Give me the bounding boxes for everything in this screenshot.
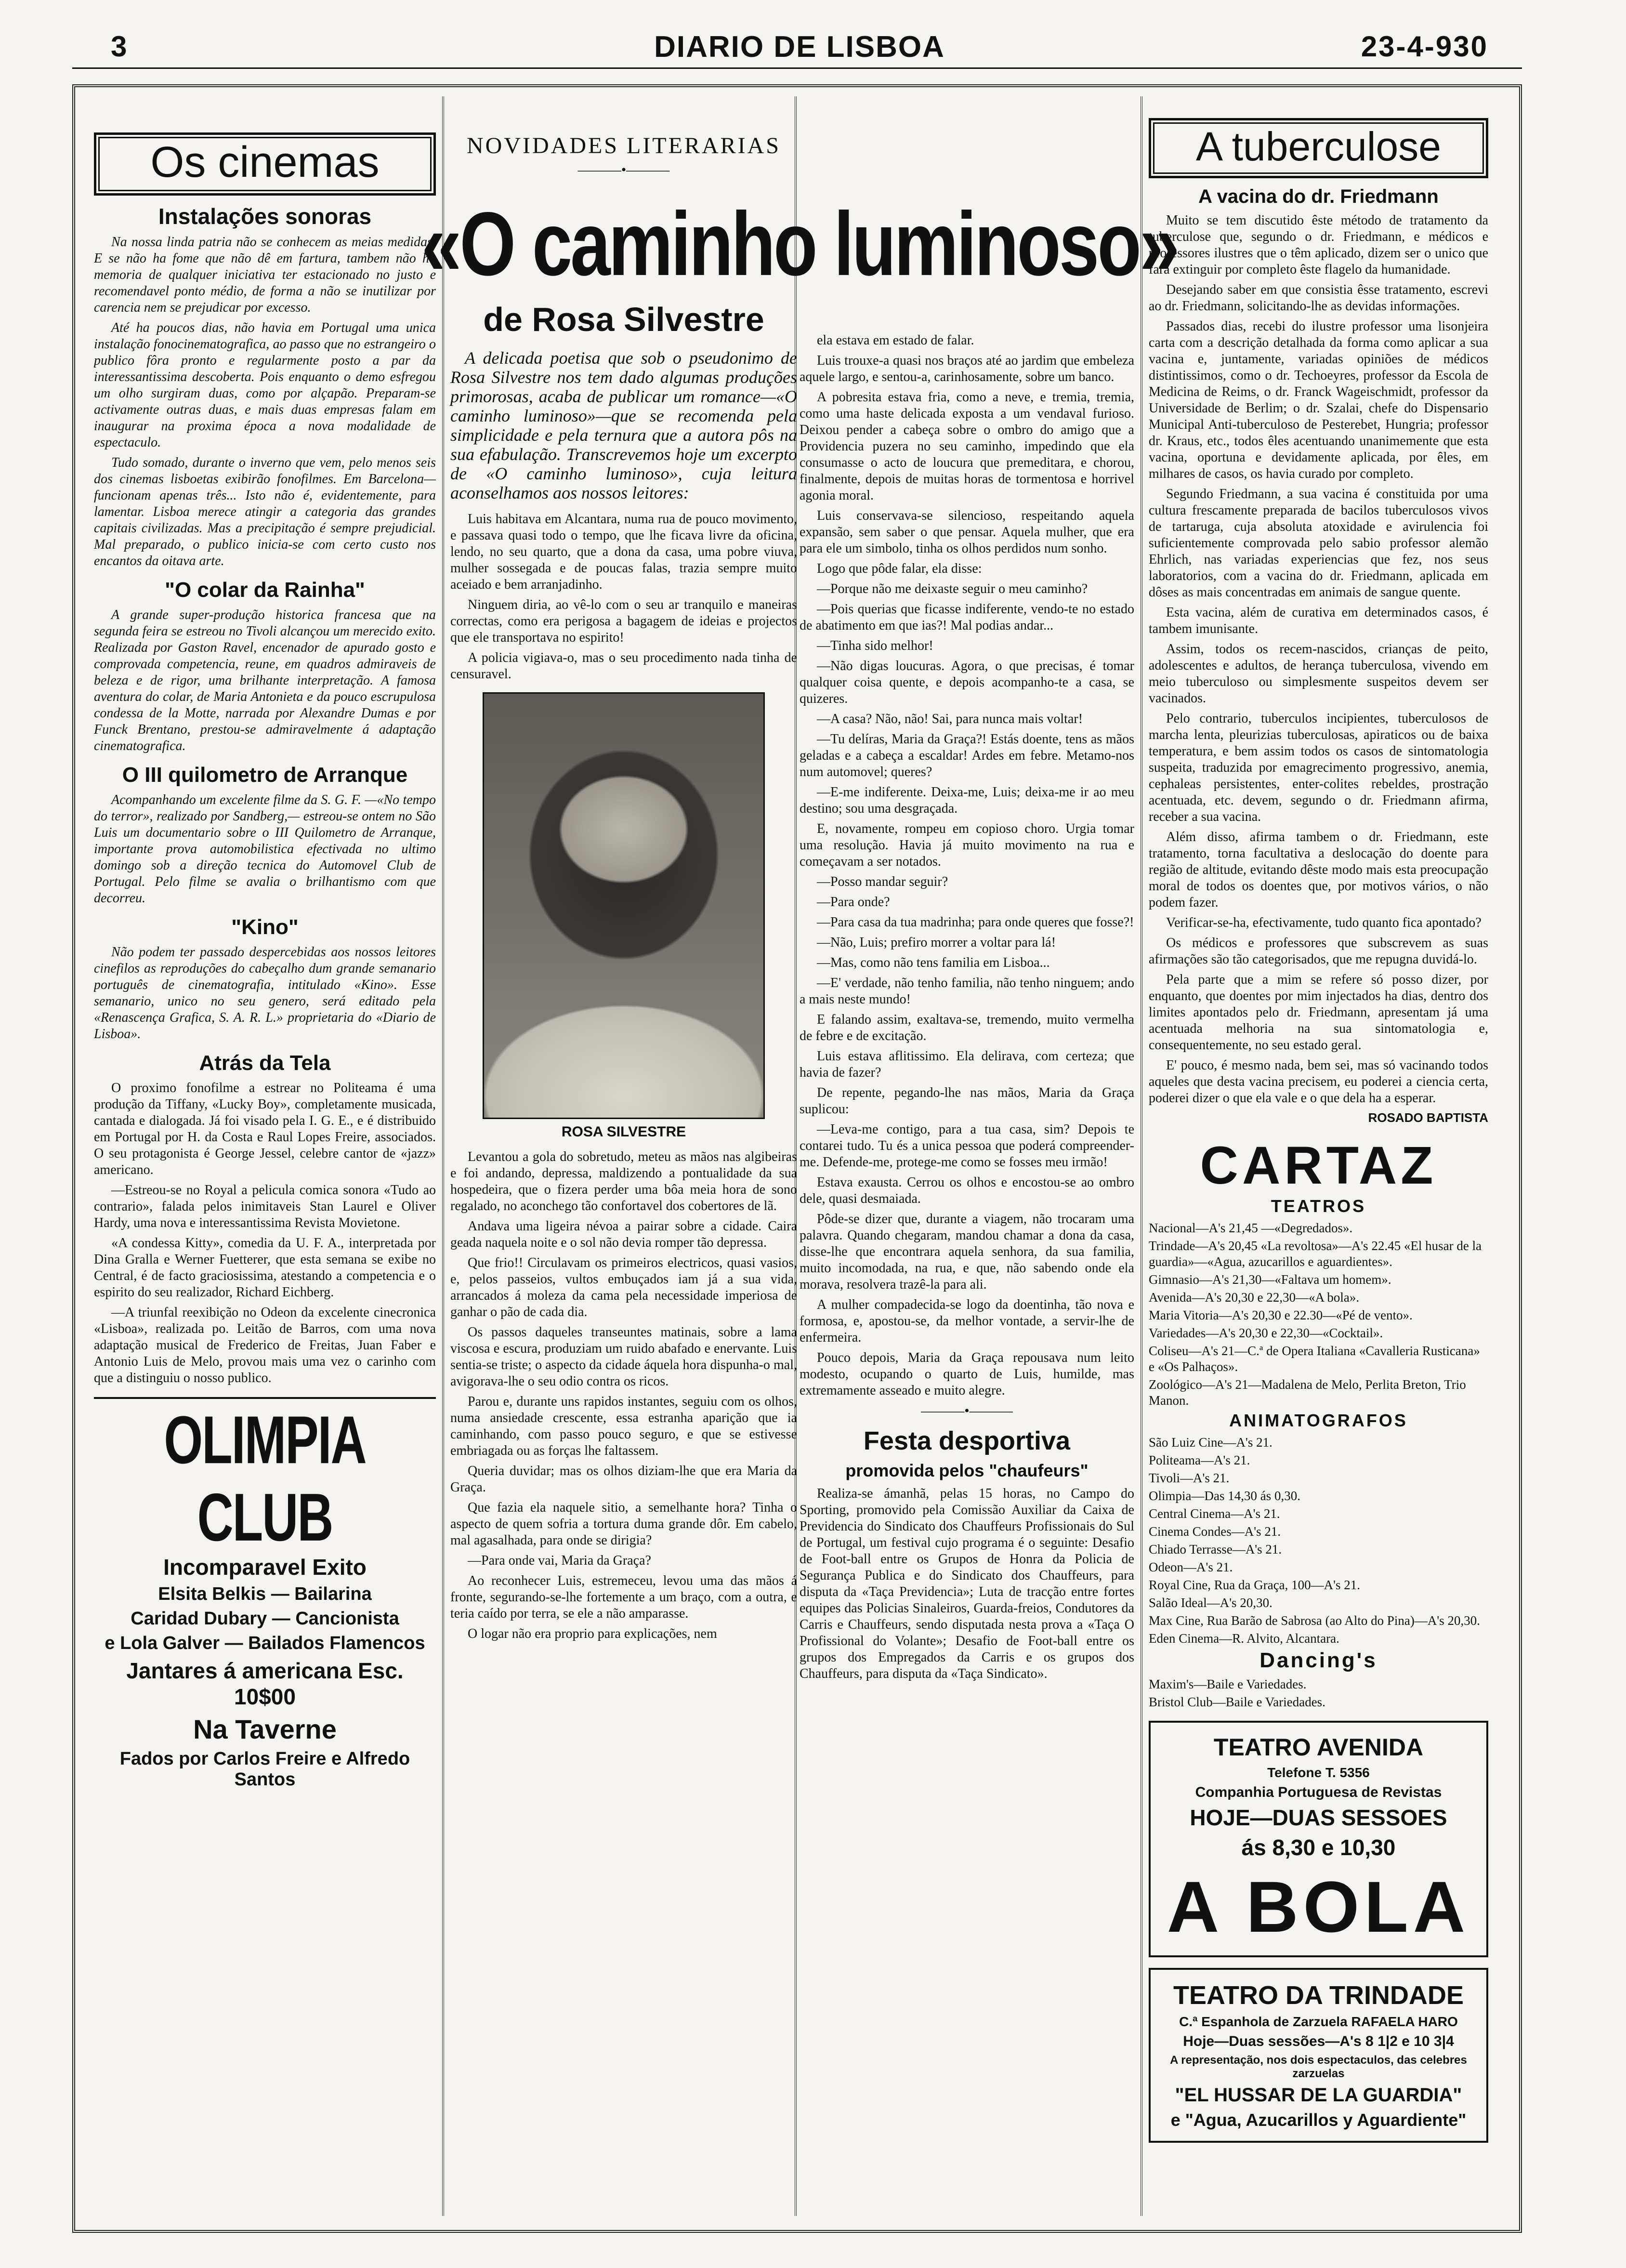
listing-item: Royal Cine, Rua da Graça, 100—A's 21. [1149, 1578, 1361, 1592]
paragraph: Na nossa linda patria não se conhecem as meias medidas. E se não ha fome que não dê em fartura, tambem não ha memoria de qualquer iniciativa ter estacionado no justo e recomendavel ponto médio, de forma a não se inutilizar por carencia nem se prejudicar por excesso. [94, 235, 436, 315]
column-cinemas [94, 104, 436, 1811]
advertisement-teatro-trindade [1149, 1968, 1488, 2143]
listing-item: Coliseu—A's 21—C.ª de Opera Italiana «Cavalleria Rusticana» e «Os Palhaços». [1149, 1344, 1480, 1374]
paragraph: —E-me indiferente. Deixa-me, Luis; deixa-me ir ao meu destino; sou uma desgraçada. [800, 785, 1134, 816]
paragraph: Levantou a gola do sobretudo, meteu as mãos nas algibeiras e foi andando, depressa, maldizendo a pontualidade da sua hospedeira, que o fizera perder uma bôa meia hora de sono regalado, no aconchego tão confortavel dos cobertores de lã. [450, 1149, 797, 1213]
column-rule [1141, 96, 1142, 2216]
ornament: ———•——— [921, 1403, 1013, 1419]
paragraph: —A casa? Não, não! Sai, para nunca mais voltar! [817, 712, 1083, 726]
ad-line: Caridad Dubary — Cancionista [131, 1609, 399, 1629]
paragraph: Além disso, afirma tambem o dr. Friedmann, este tratamento, torna facultativa a deslocação do doente para região de altitude, evitando dêste modo mais esta preocupação moral de todos os doentes que, por motivos vários, o não podem fazer. [1149, 830, 1488, 910]
paragraph: Queria duvidar; mas os olhos diziam-lhe que era Maria da Graça. [450, 1464, 797, 1495]
listing-item: Avenida—A's 20,30 e 22,30—«A bola». [1149, 1290, 1360, 1305]
paragraph: —Para casa da tua madrinha; para onde queres que fosse?! [817, 915, 1134, 930]
paragraph: E' pouco, é mesmo nada, bem sei, mas só vacinando todos aqueles que desta vacina precisem, eu poderei a ciencia certa, poderei dizer o que ela vale e o que dela ha a esperar. [1149, 1058, 1488, 1106]
ad-line: Hoje—Duas sessões—A's 8 1|2 e 10 3|4 [1183, 2033, 1454, 2049]
paragraph: E falando assim, exaltava-se, tremendo, muito vermelha de febre e de excitação. [800, 1012, 1134, 1043]
author-signature: ROSADO BAPTISTA [1368, 1110, 1488, 1125]
ornament: ———•——— [577, 162, 670, 178]
paragraph: «A condessa Kitty», comedia da U. F. A., interpretada por Dina Gralla e Werner Fuetterer, que esta semana se exibe no Central, é de facto graciosissima, atestando a competencia e o espirito do seu realizador, Richard Eichberg. [94, 1236, 436, 1300]
ad-line: Na Taverne [193, 1714, 337, 1744]
photo-caption: ROSA SILVESTRE [561, 1124, 686, 1140]
masthead-rule [72, 67, 1522, 69]
paragraph: Assim, todos os recem-nascidos, crianças de peito, adolescentes e adultos, de herança tuberculosa, vivendo em meio tuberculoso ou simplesmente suspeitos devem ser vacinados. [1149, 642, 1488, 706]
paragraph: Tudo somado, durante o inverno que vem, pelo menos seis dos cinemas lisboetas exibirão fonofilmes. Em Barcelona—funcionam apenas três... Isto não é, evidentemente, para lamentar. Lisboa merece atingir a categoria das grandes capitais civilizadas. Mas a precipitação é sempre prejudicial. Mal preparado, o publico inicia-se com certo custo nos encantos da oitava arte. [94, 455, 436, 568]
paragraph: Andava uma ligeira névoa a pairar sobre a cidade. Caira geada naquela noite e o sol não devia romper tão depressa. [450, 1219, 797, 1250]
paragraph: Luis estava aflitissimo. Ela delirava, com certeza; que havia de fazer? [800, 1049, 1134, 1080]
paragraph: Verificar-se-ha, efectivamente, tudo quanto fica apontado? [1166, 915, 1482, 930]
paragraph: Luis conservava-se silencioso, respeitando aquela expansão, sem saber o que pensar. Aquela mulher, que era para ele um simbolo, tinha os olhos perdidos num sonho. [800, 508, 1134, 556]
ad-line: Incomparavel Exito [163, 1555, 367, 1580]
paragraph: Pela parte que a mim se refere só posso dizer, por enquanto, que doentes por mim injectados ha dias, dentro dos limites apontados pelo dr. Friedmann, apresentam já uma acentuada melhoria na sua sintomatologia e, consequentemente, no seu estado geral. [1149, 972, 1488, 1053]
paragraph: Ao reconhecer Luis, estremeceu, levou uma das mãos á fronte, segurando-se-lhe fortemente a um braço, com a outra, e teria caído por terra, se ele a não amparasse. [450, 1573, 797, 1621]
column-story-continued [800, 332, 1134, 2221]
paragraph: Os médicos e professores que subscrevem as suas afirmações são tão categorisados, que me repugna duvidá-lo. [1149, 936, 1488, 967]
issue-date: 23-4-930 [1361, 30, 1488, 63]
headline: Festa desportiva [863, 1426, 1071, 1455]
listing-item: Max Cine, Rua Barão de Sabrosa (ao Alto do Pina)—A's 20,30. [1149, 1613, 1481, 1628]
headline: O III quilometro de Arranque [122, 763, 408, 787]
ad-line: TEATRO DA TRINDADE [1173, 1981, 1464, 2010]
paragraph: —Não digas loucuras. Agora, o que precisas, é tomar qualquer coisa quente, e depois acompanho-te a casa, se quizeres. [800, 659, 1134, 706]
paragraph: —Para onde? [817, 895, 890, 910]
headline: "O colar da Rainha" [165, 578, 365, 602]
section-kicker: NOVIDADES LITERARIAS [467, 133, 781, 158]
paragraph: Segundo Friedmann, a sua vacina é constituida por uma cultura frescamente preparada de bacilos tuberculosos vivos de tartaruga, cuja absoluta atoxidade e avirulencia foi suficientemente comprovada pelo sabio professor alemão Ehrlich, nas variadas experiencias que fez, nos seus laboratorios, com a vacina do dr. Friedmann, aplicada em dôses as mais concentradas em animais de sangue quente. [1149, 487, 1488, 600]
ad-line: e Lola Galver — Bailados Flamencos [105, 1633, 425, 1653]
listings-subtitle: Dancing's [1259, 1648, 1377, 1672]
ad-line: e "Agua, Azucarillos y Aguardiente" [1170, 2110, 1467, 2130]
page-number: 3 [111, 30, 127, 63]
paragraph: Ninguem diria, ao vê-lo com o seu ar tranquilo e maneiras correctas, como era perigosa a bagagem de ideias e projectos que ele transportava no espirito! [450, 597, 797, 645]
ad-line: Companhia Portuguesa de Revistas [1195, 1784, 1442, 1800]
listings-subtitle: ANIMATOGRAFOS [1229, 1411, 1408, 1430]
paragraph: —Posso mandar seguir? [817, 874, 948, 889]
listing-item: Chiado Terrasse—A's 21. [1149, 1542, 1282, 1556]
paragraph: Que fazia ela naquele sitio, a semelhante hora? Tinha o aspecto de quem sofria a tortura duma grande dôr. Em cabelo, mal agasalhada, para onde se dirigia? [450, 1500, 797, 1548]
paragraph: Logo que pôde falar, ela disse: [817, 561, 982, 576]
paragraph: Os passos daqueles transeuntes matinais, sobre a lama viscosa e escura, produziam um ruido abafado e enervante. Luis sentia-se triste; o aspecto da cidade áquela hora dispunha-o mal, avigorava-lhe o seu odio contra os ricos. [450, 1325, 797, 1389]
listing-item: Trindade—A's 20,45 «La revoltosa»—A's 22.45 «El husar de la guardia»—«Agua, azucarillos e aguardientes». [1149, 1239, 1482, 1269]
paragraph: A policia vigiava-o, mas o seu procedimento nada tinha de censuravel. [450, 650, 797, 682]
paragraph: —Estreou-se no Royal a pelicula comica sonora «Tudo ao contrario», falada pelos inimitaveis Stan Laurel e Oliver Hardy, uma nova e interessantissima Revista Movietone. [94, 1183, 436, 1230]
listing-item: Gimnasio—A's 21,30—«Faltava um homem». [1149, 1272, 1391, 1287]
masthead [111, 30, 1488, 64]
headline: "Kino" [231, 915, 299, 939]
lead-paragraph: A delicada poetisa que sob o pseudonimo de Rosa Silvestre nos tem dado algumas produções primorosas, acaba de publicar um romance—«O caminho luminoso»—que se recomenda pela simplicidade e pela ternura que a autora pôs na sua efabulação. Transcrevemos hoje um excerpto de «O caminho luminoso», cuja leitura aconselhamos aos nossos leitores: [450, 348, 797, 502]
advertisement-teatro-avenida [1149, 1721, 1488, 1957]
ad-line: Elsita Belkis — Bailarina [158, 1584, 372, 1604]
paragraph: —Pois querias que ficasse indiferente, vendo-te no estado de abatimento em que ias?! Mal podias andar... [800, 602, 1134, 633]
paragraph: Desejando saber em que consistia êsse tratamento, escrevi ao dr. Friedmann, solicitando-lhe as devidas informações. [1149, 282, 1488, 314]
ad-line: Fados por Carlos Freire e Alfredo Santos [119, 1749, 410, 1790]
paragraph: Até ha poucos dias, não havia em Portugal uma unica instalação fonocinematografica, ao passo que no estrangeiro o publico fôra pronto e regularmente posto a par da interessantissima descoberta. Pois enquanto o demo esfregou um olho surgiram duas, como por alçapão. Preparam-se activamente outras duas, e mais duas empresas falam em inaugurar na proxima época a nova modalidade de espectaculo. [94, 320, 436, 450]
listing-item: Olimpia—Das 14,30 ás 0,30. [1149, 1489, 1300, 1503]
listing-item: Maria Vitoria—A's 20,30 e 22.30—«Pé de vento». [1149, 1308, 1413, 1322]
author-portrait [483, 692, 765, 1119]
listing-item: Central Cinema—A's 21. [1149, 1506, 1280, 1521]
paragraph: O proximo fonofilme a estrear no Politeama é uma produção da Tiffany, «Lucky Boy», completamente musicada, cantada e dialogada. Já foi visado pela I. G. E., e é distribuido em Portugal por H. da Costa e Raul Lopes Freire, associados. O seu protagonista é George Jessel, celebre cantor de «jazz» americano. [94, 1081, 436, 1177]
listings-subtitle: TEATROS [1271, 1196, 1366, 1216]
headline: Atrás da Tela [199, 1051, 331, 1075]
listing-item: Politeama—A's 21. [1149, 1453, 1250, 1467]
paragraph: Pôde-se dizer que, durante a viagem, não trocaram uma palavra. Quando chegaram, mandou chamar a dona da casa, disse-lhe que encontrara aquela senhora, da sua familia, muito incomodada, na rua, e que, não sabendo onde ela morava, resolvera trazê-la para ali. [800, 1212, 1134, 1292]
paragraph: Passados dias, recebi do ilustre professor uma lisonjeira carta com a descrição detalhada da forma como aplicar a sua vacina e, juntamente, variadas opiniões de médicos distintissimos, como o dr. Techoeyres, professor da Escola de Medicina de Reims, o dr. Franck Wageischmidt, professor da Universidade de Berlim; o dr. Szalai, chefe do Dispensario Municipal Anti-tuberculoso de Pesterebet, Hungria; professor dr. Kraus, etc., todos êles acentuando unanimemente que esta vacina, oportuna e devidamente aplicada, por êles, em milhares de casos, os havia curado por completo. [1149, 319, 1488, 481]
paragraph: —Tu delíras, Maria da Graça?! Estás doente, tens as mãos geladas e a cabeça a escaldar! Ardes em febre. Metamo-nos num automovel; queres? [800, 732, 1134, 779]
listing-item: Salão Ideal—A's 20,30. [1149, 1596, 1272, 1610]
paragraph: Esta vacina, além de curativa em determinados casos, é tambem imunisante. [1149, 605, 1488, 636]
paragraph: Parou e, durante uns rapidos instantes, seguiu com os olhos, numa ansiedade crescente, essa estranha aparição que ia caminhando, com passo pouco seguro, e que se estivesse embriagada ou as forças lhe faltassem. [450, 1394, 797, 1458]
listing-item: Tivoli—A's 21. [1149, 1471, 1230, 1485]
paragraph: —Tinha sido melhor! [817, 638, 933, 653]
paragraph: —E' verdade, não tenho familia, não tenho ninguem; ando a mais neste mundo! [800, 976, 1134, 1007]
paragraph: Pelo contrario, tuberculos incipientes, tuberculosos de marcha lenta, pleurizias tuberculosas, apiraticos ou de baixa temperatura, e bem assim todos os casos de sintomatologia suspeita, traduzida por emagrecimento progressivo, anemia, cephaleas persistentes, enter-colites rebeldes, prostração acentuada, etc. devem, segundo o dr. Friedmann afirma, receber a sua vacina. [1149, 711, 1488, 824]
ad-line: Jantares á americana Esc. 10$00 [126, 1658, 404, 1709]
paragraph: E, novamente, rompeu em copioso choro. Urgia tomar uma resolução. Havia já muito movimento na rua e começavam a ser notados. [800, 821, 1134, 869]
paragraph: O logar não era proprio para explicações, nem [468, 1626, 717, 1641]
paragraph: Estava exausta. Cerrou os olhos e encostou-se ao ombro dele, quasi desmaiada. [800, 1175, 1134, 1206]
ad-line: HOJE—DUAS SESSOES [1190, 1805, 1447, 1830]
paragraph: —Para onde vai, Maria da Graça? [468, 1553, 651, 1568]
headline: Instalações sonoras [158, 204, 372, 229]
paragraph: —A triunfal reexibição no Odeon da excelente cinecronica «Lisboa», realizada po. Leitão de Barros, com uma nova adaptação musical de Frederico de Freitas, Juan Faber e Antonio Luis de Melo, provou mais uma vez o carinho com que a distinguiu o nosso publico. [94, 1305, 436, 1385]
ad-line: Telefone T. 5356 [1267, 1765, 1370, 1780]
ad-line: TEATRO AVENIDA [1213, 1734, 1424, 1761]
listing-item: Maxim's—Baile e Variedades. [1149, 1677, 1307, 1691]
listing-item: Eden Cinema—R. Alvito, Alcantara. [1149, 1631, 1339, 1646]
section-title-cinemas: Os cinemas [94, 132, 436, 196]
listings-title: CARTAZ [1200, 1136, 1437, 1195]
paragraph: —Mas, como não tens familia em Lisboa... [817, 955, 1050, 970]
ad-line: C.ª Espanhola de Zarzuela RAFAELA HARO [1179, 2014, 1458, 2029]
paragraph: Que frio!! Circulavam os primeiros electricos, quasi vasios, e, pelos passeios, vultos embuçados iam já a sua vida, arrancados á moleza da cama pela necessidade imperiosa de ganhar o pão de cada dia. [450, 1255, 797, 1319]
main-headline: «O caminho luminoso» [421, 193, 1178, 294]
listing-item: Bristol Club—Baile e Variedades. [1149, 1695, 1325, 1709]
ad-line: ás 8,30 e 10,30 [1241, 1835, 1396, 1860]
ad-title: OLIMPIA CLUB [164, 1402, 366, 1556]
paragraph: ela estava em estado de falar. [817, 333, 974, 348]
section-title-tuberculosis: A tuberculose [1149, 118, 1488, 178]
listing-item: Cinema Condes—A's 21. [1149, 1524, 1281, 1539]
listing-item: Zoológico—A's 21—Madalena de Melo, Perlita Breton, Trio Manon. [1149, 1377, 1466, 1408]
subheadline: promovida pelos "chaufeurs" [845, 1461, 1088, 1480]
paragraph: Muito se tem discutido êste método de tratamento da tuberculose que, segundo o dr. Friedmann, e médicos e professores ilustres que o têm aplicado, dizem ser o unico que fará extinguir por completo êste flagelo da humanidade. [1149, 213, 1488, 277]
paragraph: Não podem ter passado despercebidas aos nossos leitores cinefilos as reproduções do cabeçalho dum grande semanario português de cinematografia, intitulado «Kino». Esse semanario, unico no seu genero, será editado pela «Renascença Grafica, S. A. R. L.» proprietaria do «Diario de Lisboa». [94, 945, 436, 1042]
paragraph: A pobresita estava fria, como a neve, e tremia, tremia, como uma haste delicada exposta a um vendaval furioso. Deixou pender a cabeça sobre o ombro do amigo que a Providencia puzera no seu caminho, impedindo que ela consumasse o acto de loucura que premeditara, e chorou, finalmente, depois de muitas horas de tormentosa e horrivel agonia moral. [800, 390, 1134, 503]
paragraph: A mulher compadecida-se logo da doentinha, tão nova e formosa, e, apostou-se, da melhor vontade, a servir-lhe de enfermeira. [800, 1297, 1134, 1345]
ad-line: A representação, nos dois espectaculos, das celebres zarzuelas [1170, 2054, 1467, 2080]
listing-item: Variedades—A's 20,30 e 22,30—«Cocktail». [1149, 1326, 1383, 1340]
column-rule [442, 96, 444, 2216]
paragraph: —Não, Luis; prefiro morrer a voltar para lá! [817, 935, 1056, 950]
paragraph: —Porque não me deixaste seguir o meu caminho? [817, 581, 1088, 596]
paragraph: A grande super-produção historica francesa que na segunda feira se estreou no Tivoli alcançou um merecido exito. Realizada por Gaston Ravel, encenador de apurado gosto e comprovada competencia, reune, em quadros admiraveis de beleza e de rigor, uma brilhante interpretação. A famosa aventura do colar, de Maria Antonieta e da pouco escrupulosa condessa de la Motte, narrada por Alexandre Dumas e por Funck Brentano, prestou-se admiravelmente á adaptação cinematografica. [94, 607, 436, 753]
advertisement-olimpia-club [94, 1397, 436, 1801]
ad-line: "EL HUSSAR DE LA GUARDIA" [1175, 2084, 1462, 2106]
paragraph: Luis trouxe-a quasi nos braços até ao jardim que embeleza aquele largo, e sentou-a, carinhosamente, sobre um banco. [800, 353, 1134, 384]
paragraph: Acompanhando um excelente filme da S. G. F. —«No tempo do terror», realizado por Sandberg,— estreou-se ontem no São Luis um documentario sobre o III Quilometro de Arranque, importante prova automobilistica efectivada no ultimo domingo sob a direção tecnica do Automovel Club de Portugal. Pelo filme se avalia o brilhantismo com que decorreu. [94, 792, 436, 906]
newspaper-name: DIARIO DE LISBOA [654, 30, 945, 64]
paragraph: Realiza-se ámanhã, pelas 15 horas, no Campo do Sporting, promovido pela Comissão Auxiliar da Caixa de Previdencia do Sindicato dos Chauffeurs Profissionais do Sul de Portugal, um festival cujo programa é o seguinte: Desafio de Foot-ball entre os Grupos de Honra da Policia de Segurança Publica e do Sindicato dos Chauffeurs, para disputa da «Taça Previdencia»; Luta de tracção entre fortes equipes das Policias Sinaleiros, Guarda-freios, Condutores da Carris e Chauffeurs, sendo disputada nesta prova a «Taça O Profissional do Volante»; Desafio de Foot-ball entre os grupos dos Empregados da Carris e os grupos dos Chauffeurs, para disputa da «Taça Sindicato». [800, 1486, 1134, 1681]
paragraph: —Leva-me contigo, para a tua casa, sim? Depois te contarei tudo. Tu és a unica pessoa que poderá compreender-me. Defende-me, protege-me como se fosses meu irmão! [800, 1122, 1134, 1170]
paragraph: Pouco depois, Maria da Graça repousava num leito modesto, ocupando o quarto de Luis, humilde, mas extremamente asseado e muito alegre. [800, 1350, 1134, 1398]
column-tuberculosis [1149, 104, 1488, 2223]
listing-item: Nacional—A's 21,45 —«Degredados». [1149, 1221, 1353, 1235]
byline: de Rosa Silvestre [483, 301, 764, 338]
subheadline: A vacina do dr. Friedmann [1198, 186, 1439, 207]
paragraph: Luis habitava em Alcantara, numa rua de pouco movimento, e passava quasi todo o tempo, que lhe ficava livre da oficina, lendo, no seu quarto, que a dona da casa, uma pobre viuva, mulher sossegada e de poucas falas, trazia sempre muito aceiado e bem arranjadinho. [450, 512, 797, 592]
listing-item: Odeon—A's 21. [1149, 1560, 1233, 1574]
paragraph: De repente, pegando-lhe nas mãos, Maria da Graça suplicou: [800, 1085, 1134, 1117]
listing-item: São Luiz Cine—A's 21. [1149, 1435, 1272, 1450]
ad-title: A BOLA [1167, 1866, 1470, 1947]
